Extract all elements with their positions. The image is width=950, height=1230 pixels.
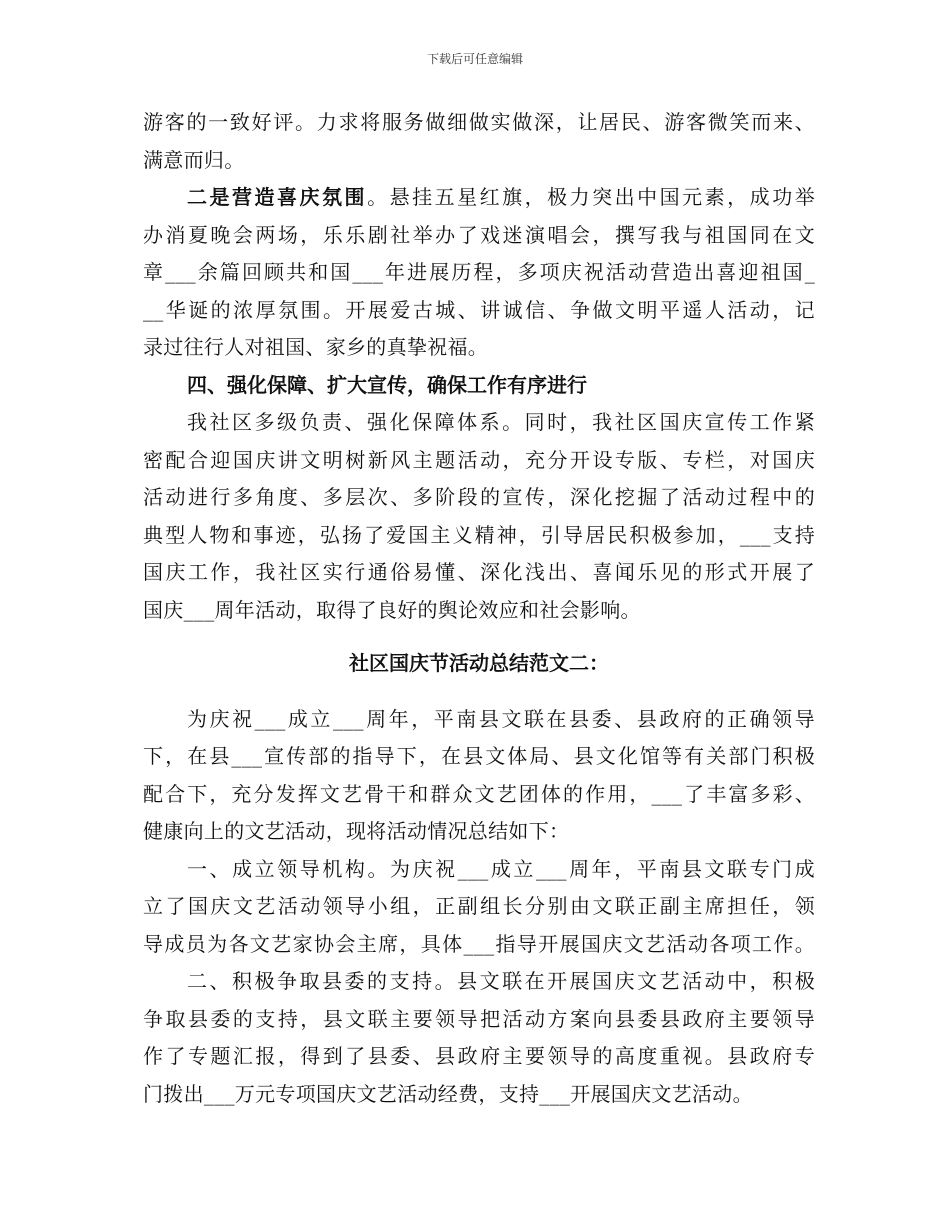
text-line (143, 963, 815, 1001)
text-line (143, 592, 815, 630)
text-line (143, 404, 815, 442)
line-text: 满意而归。 (143, 147, 245, 172)
line-text: 为庆祝___成立___周年，平南县文联在县委、县政府的正确领导 (187, 706, 815, 731)
bold-lead: 二是营造喜庆氛围 (187, 185, 368, 209)
line-text: 密配合迎国庆讲文明树新风主题活动，充分开设专版、专栏，对国庆 (143, 447, 815, 472)
article-title: 社区国庆节活动总结范文二： (349, 651, 609, 675)
section-heading: 四、强化保障、扩大宣传，确保工作有序进行 (187, 372, 587, 397)
text-line (143, 1038, 815, 1076)
paragraph-group-2 (143, 404, 815, 629)
text-line (143, 179, 815, 217)
line-text: 一、成立领导机构。为庆祝___成立___周年，平南县文联专门成 (187, 856, 815, 881)
text-line (143, 738, 815, 776)
line-text: __华诞的浓厚氛围。开展爱古城、讲诚信、争做文明平遥人活动，记 (143, 297, 815, 322)
text-line (143, 517, 815, 555)
text-line (143, 479, 815, 517)
line-text: 作了专题汇报，得到了县委、县政府主要领导的高度重视。县政府专 (143, 1044, 815, 1068)
text-line (143, 442, 815, 480)
line-text: 二、积极争取县委的支持。县文联在开展国庆文艺活动中，积极 (187, 969, 815, 993)
text-line (143, 1001, 815, 1039)
text-line (143, 217, 815, 255)
line-text: 配合下，充分发挥文艺骨干和群众文艺团体的作用，___了丰富多彩、 (143, 781, 815, 806)
line-text: 典型人物和事迹，弘扬了爱国主义精神，引导居民积极参加，___支持 (143, 522, 815, 547)
line-text: 健康向上的文艺活动，现将活动情况总结如下： (143, 819, 570, 843)
line-text: 录过往行人对祖国、家乡的真挚祝福。 (143, 335, 489, 359)
text-line (143, 329, 815, 367)
page-header-note: 下载后可任意编辑 (426, 52, 523, 66)
line-text: 门拨出___万元专项国庆文艺活动经费，支持___开展国庆文艺活动。 (143, 1081, 753, 1106)
line-text: 国庆___周年活动，取得了良好的舆论效应和社会影响。 (143, 597, 641, 622)
text-line (143, 254, 815, 292)
paragraph-group-1 (143, 104, 815, 367)
line-text: 国庆工作，我社区实行通俗易懂、深化浅出、喜闻乐见的形式开展了 (143, 560, 815, 584)
line-text: 我社区多级负责、强化保障体系。同时，我社区国庆宣传工作紧 (187, 410, 815, 434)
text-line (143, 1076, 815, 1114)
line-text: 下，在县___宣传部的指导下，在县文体局、县文化馆等有关部门积极 (143, 744, 815, 768)
line-text: 章___余篇回顾共和国___年进展历程，多项庆祝活动营造出喜迎祖国_ (143, 260, 815, 284)
text-line (143, 142, 815, 180)
text-line (143, 292, 815, 330)
text-line (143, 813, 815, 851)
text-line (143, 701, 815, 739)
text-line (143, 888, 815, 926)
text-line (143, 554, 815, 592)
text-line (143, 851, 815, 889)
text-line (143, 104, 815, 142)
line-text: 办消夏晚会两场，乐乐剧社举办了戏迷演唱会，撰写我与祖国同在文 (143, 222, 815, 247)
text-line (143, 926, 815, 964)
line-text: 活动进行多角度、多层次、多阶段的宣传，深化挖掘了活动过程中的 (143, 485, 815, 509)
line-text: 游客的一致好评。力求将服务做细做实做深，让居民、游客微笑而来、 (143, 110, 815, 134)
line-text: 。悬挂五星红旗，极力突出中国元素，成功举 (367, 185, 815, 209)
text-line (143, 776, 815, 814)
document-body (143, 104, 815, 1113)
line-text: 争取县委的支持，县文联主要领导把活动方案向县委县政府主要领导 (143, 1006, 815, 1031)
line-text: 导成员为各文艺家协会主席，具体___指导开展国庆文艺活动各项工作。 (143, 931, 815, 956)
line-text: 立了国庆文艺活动领导小组，正副组长分别由文联正副主席担任，领 (143, 894, 815, 918)
paragraph-group-3 (143, 701, 815, 1114)
